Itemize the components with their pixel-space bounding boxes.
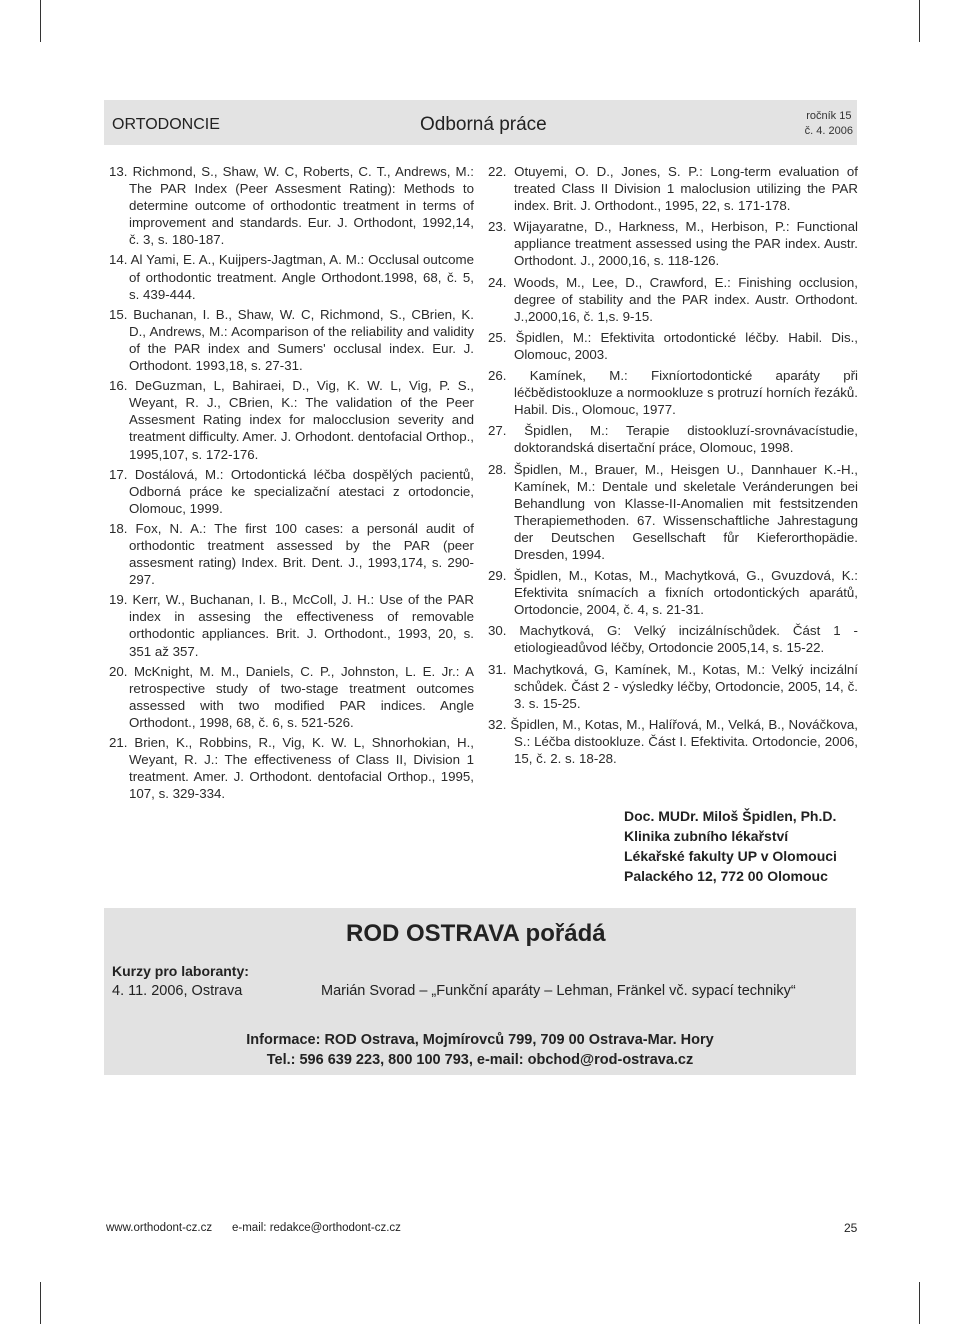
page-number: 25: [844, 1221, 858, 1235]
crop-mark: [40, 0, 41, 42]
author-affiliation-2: Lékařské fakulty UP v Olomouci: [624, 848, 837, 864]
reference-item: 16. DeGuzman, L, Bahiraei, D., Vig, K. W. L, Vig, P. S., Weyant, R. J., CBrien, K.: The validation of the Peer Assesment Rating index for malocclusion severity and treatment difficulty. Amer. J. Orhodont. dentofacial Orthop., 1995,107, s. 172-176.: [109, 378, 474, 462]
reference-item: 29. Špidlen, M., Kotas, M., Machytková, G., Gvuzdová, K.: Efektivita snímacích a fixních ortodontických aparátů, Ortodoncie, 2004, č. 4, s. 21-31.: [488, 568, 858, 618]
banner-info-address: Informace: ROD Ostrava, Mojmírovců 799, 709 00 Ostrava-Mar. Hory: [246, 1032, 714, 1048]
reference-item: 25. Špidlen, M.: Efektivita ortodontické léčby. Habil. Dis., Olomouc, 2003.: [488, 329, 858, 362]
footer-website[interactable]: www.orthodont-cz.cz: [106, 1222, 213, 1234]
author-name: Doc. MUDr. Miloš Špidlen, Ph.D.: [624, 808, 837, 824]
reference-item: 14. Al Yami, E. A., Kuijpers-Jagtman, A. M.: Occlusal outcome of orthodontic treatment. Angle Orthodont.1998, 68, č. 5, s. 439-444.: [109, 252, 474, 302]
reference-item: 26. Kamínek, M.: Fixníortodontické aparáty při léčbědistookluze a normookluze s protruzí horních řezáků. Habil. Dis., Olomouc, 1977.: [488, 368, 858, 418]
section-title: Odborná práce: [420, 114, 547, 135]
banner-date: 4. 11. 2006, Ostrava: [112, 983, 243, 999]
banner-info-contact: Tel.: 596 639 223, 800 100 793, e-mail: obchod@rod-ostrava.cz: [266, 1052, 694, 1068]
banner-title: ROD OSTRAVA pořádá: [346, 920, 606, 947]
issue-label: č. 4. 2006: [804, 125, 853, 137]
issue-info: [805, 109, 853, 139]
reference-item: 15. Buchanan, I. B., Shaw, W. C, Richmond, S., CBrien, K. D., Andrews, M.: Acomparison of the reliability and validity of the PAR index and Sumers' occlusal index. Eur. J. Orthodont. 1993,18, s. 27-31.: [109, 306, 474, 374]
reference-item: 23. Wijayaratne, D., Harkness, M., Herbison, P.: Functional appliance treatment assessed using the PAR index. Austr. Orthodont. J., 2000,16, s. 118-126.: [488, 219, 858, 269]
footer-email[interactable]: e-mail: redakce@orthodont-cz.cz: [232, 1222, 401, 1234]
journal-name: ORTODONCIE: [112, 116, 220, 133]
author-affiliation-1: Klinika zubního lékařství: [624, 828, 789, 844]
reference-item: 21. Brien, K., Robbins, R., Vig, K. W. L, Shnorhokian, H., Weyant, R. J.: The effectiveness of Class II, Division 1 treatment. Amer. J. Orthodont. dentofacial Orthop., 1995, 107, s. 329-334.: [109, 735, 474, 802]
banner-course: Marián Svorad – „Funkční aparáty – Lehman, Fränkel vč. sypací techniky“: [321, 983, 796, 999]
crop-mark: [40, 1282, 41, 1324]
page-header: [104, 100, 857, 145]
author-address: Palackého 12, 772 00 Olomouc: [624, 868, 828, 884]
reference-item: 32. Špidlen, M., Kotas, M., Halířová, M., Velká, B., Nováčkova, S.: Léčba distookluze. Část I. Efektivita. Ortodoncie, 2006, 15, č. 2. s. 18-28.: [488, 716, 858, 766]
reference-item: 18. Fox, N. A.: The first 100 cases: a personál audit of orthodontic treatment assessed by the PAR (peer assesment rating) Index. Brit. Dent. J., 1993,174, s. 290-297.: [109, 520, 474, 588]
reference-item: 17. Dostálová, M.: Ortodontická léčba dospělých pacientů, Odborná práce ke specializační atestaci z ortodoncie, Olomouc, 1999.: [109, 466, 474, 516]
references-left-column: [109, 163, 474, 805]
reference-item: 28. Špidlen, M., Brauer, M., Heisgen U., Dannhauer K.-H., Kamínek, M.: Dentale und skeletale Veránderungen bei Behandlung von Klasse-II-Anomalien mit festsitzenden Therapiemethoden. 67. Wissenschaftliche Jahrestagung der Deutschen Gesellschaft fůr Kieferorthopädie. Dresden, 1994.: [488, 461, 858, 562]
reference-item: 22. Otuyemi, O. D., Jones, S. P.: Long-term evaluation of treated Class II Division 1 maloclusion utilizing the PAR index. Brit. J. Orthodont., 1995, 22, s. 171-178.: [488, 164, 858, 214]
event-banner: [104, 908, 856, 1075]
reference-item: 13. Richmond, S., Shaw, W. C, Roberts, C. T., Andrews, M.: The PAR Index (Peer Assesment Rating): Methods to determine outcome of orthodontic treatment in terms of improvement and standards. Eur. J. Orthodont, 1992,14, č. 3, s. 180-187.: [109, 164, 474, 248]
reference-item: 31. Machytková, G, Kamínek, M., Kotas, M.: Velký incizální schůdek. Část 2 - výsledky léčby, Ortodoncie, 2005, 14, č. 3. s. 15-25.: [488, 661, 858, 711]
reference-item: 27. Špidlen, M.: Terapie distookluzí-srovnávacístudie, doktorandská disertační práce, Olomouc, 1998.: [488, 423, 858, 456]
crop-mark: [919, 1282, 920, 1324]
reference-item: 30. Machytková, G: Velký incizálníschůdek. Část 1 - etiologieadůvod léčby, Ortodoncie 2005,14, s. 15-22.: [488, 623, 858, 656]
reference-item: 19. Kerr, W., Buchanan, I. B., McColl, J. H.: Use of the PAR index in assesing the effectiveness of removable orthodontic appliances. Brit. J. Orthodont., 1993, 20, s. 351 až 357.: [109, 592, 474, 659]
volume-label: ročník 15: [806, 110, 852, 122]
references-right-column: [488, 163, 858, 771]
crop-mark: [919, 0, 920, 42]
author-block: [624, 806, 837, 886]
banner-course-label: Kurzy pro laboranty:: [112, 963, 249, 979]
reference-item: 20. McKnight, M. M., Daniels, C. P., Johnston, L. E. Jr.: A retrospective study of two-stage treatment outcomes assessed with two modified PAR indices. Angle Orthodont., 1998, 68, č. 6, s. 521-526.: [109, 663, 474, 730]
reference-item: 24. Woods, M., Lee, D., Crawford, E.: Finishing occlusion, degree of stability and the PAR index. Austr. Orthodont. J.,2000,16, č. 1,s. 9-15.: [488, 274, 858, 324]
